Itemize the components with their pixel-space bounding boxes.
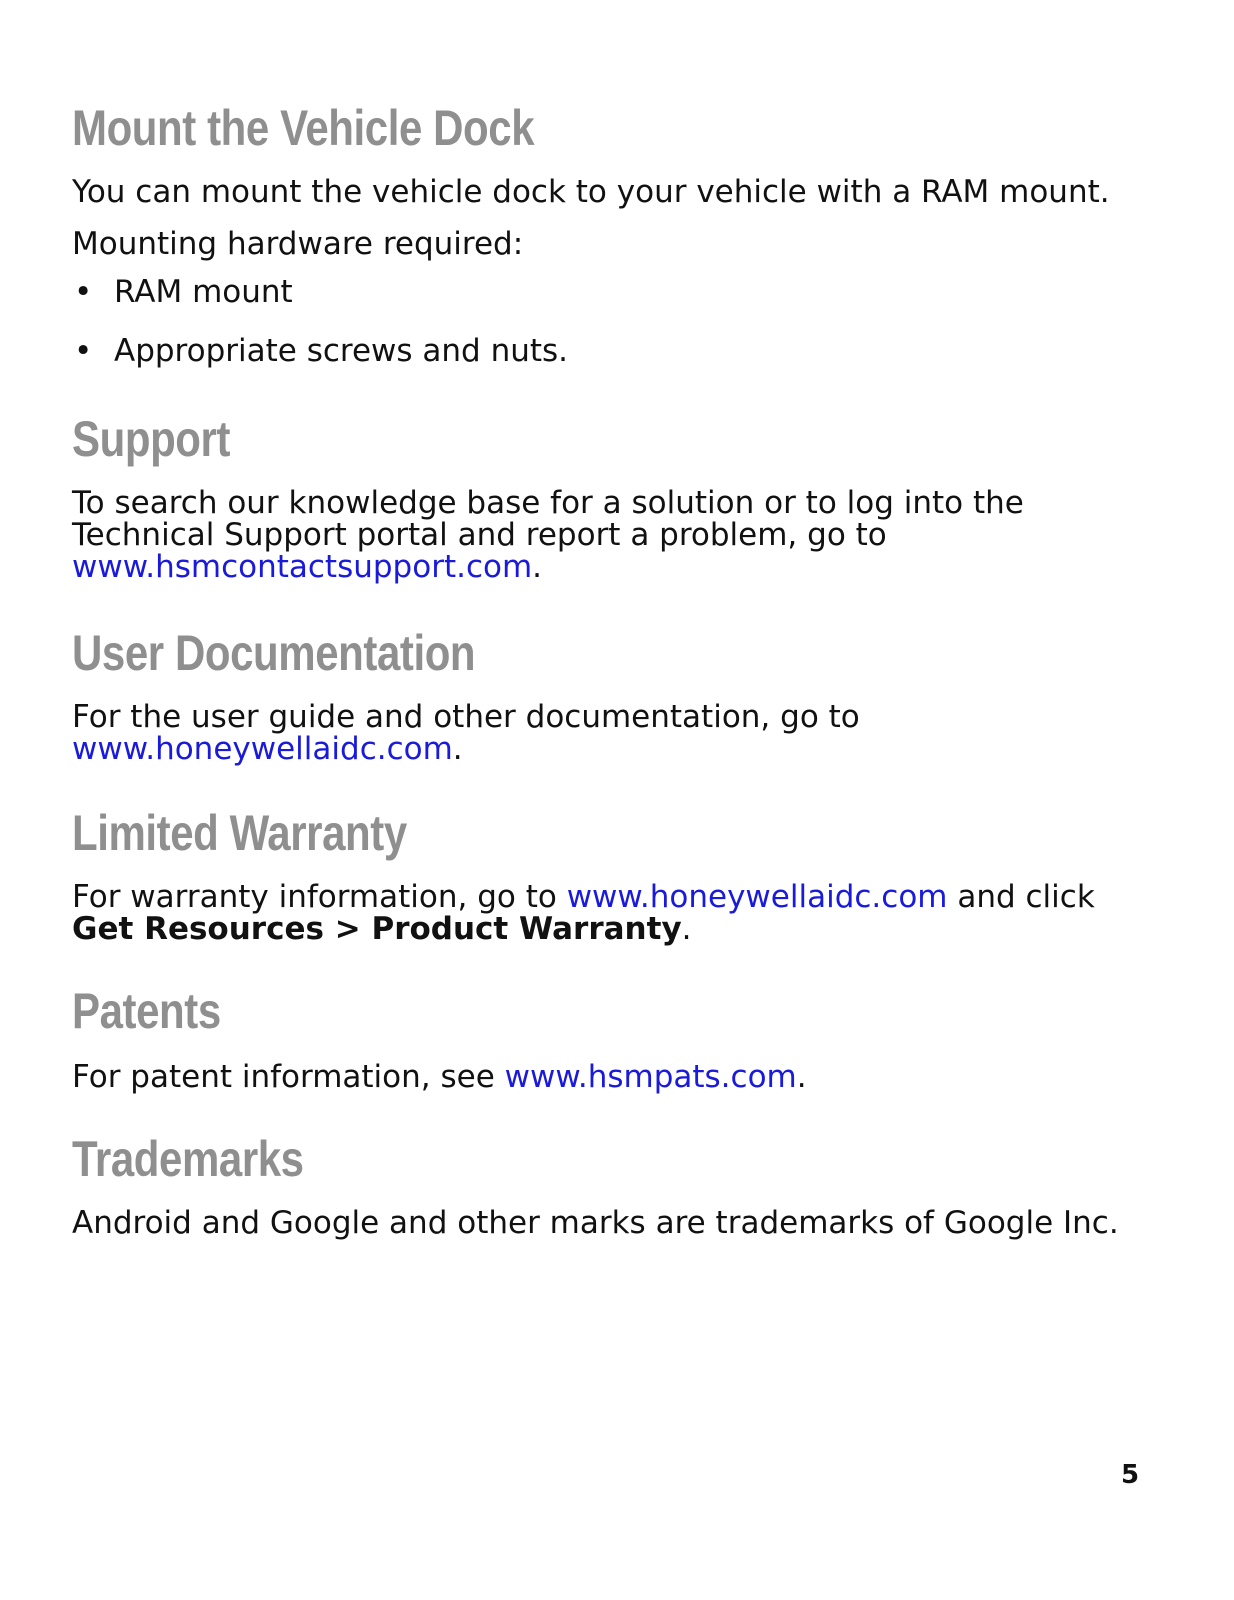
page-number: 5 bbox=[1121, 1460, 1140, 1490]
docs-text bbox=[72, 701, 1152, 765]
warranty-text-end: . bbox=[681, 911, 692, 947]
heading-user-documentation: User Documentation bbox=[72, 625, 476, 681]
document-page bbox=[72, 96, 1152, 1239]
list-item bbox=[72, 335, 1152, 367]
heading-limited-warranty: Limited Warranty bbox=[72, 805, 407, 861]
support-text bbox=[72, 487, 1152, 583]
docs-text-body: For the user guide and other documentation, go to bbox=[72, 699, 860, 735]
warranty-text-after: and click bbox=[947, 879, 1095, 915]
heading-trademarks: Trademarks bbox=[72, 1131, 304, 1187]
bullet-icon: • bbox=[74, 333, 93, 369]
patents-text-body: For patent information, see bbox=[72, 1059, 505, 1095]
section-limited-warranty bbox=[72, 801, 1152, 945]
trademarks-text: Android and Google and other marks are trademarks of Google Inc. bbox=[72, 1205, 1119, 1241]
patents-text bbox=[72, 1061, 1152, 1093]
hardware-list bbox=[72, 276, 1152, 367]
section-user-documentation bbox=[72, 621, 1152, 765]
patents-text-end: . bbox=[796, 1059, 807, 1095]
list-item-text: Appropriate screws and nuts. bbox=[114, 333, 569, 369]
docs-text-end: . bbox=[452, 731, 463, 767]
support-link[interactable]: www.hsmcontactsupport.com bbox=[72, 549, 533, 585]
bullet-icon: • bbox=[74, 274, 93, 310]
section-trademarks bbox=[72, 1127, 1152, 1239]
section-mount-vehicle-dock bbox=[72, 96, 1152, 367]
mount-hardware-label: Mounting hardware required: bbox=[72, 226, 524, 262]
patents-link[interactable]: www.hsmpats.com bbox=[504, 1059, 797, 1095]
warranty-link[interactable]: www.honeywellaidc.com bbox=[566, 879, 948, 915]
section-patents bbox=[72, 979, 1152, 1093]
warranty-text-before: For warranty information, go to bbox=[72, 879, 567, 915]
heading-support: Support bbox=[72, 411, 231, 467]
section-support bbox=[72, 407, 1152, 583]
warranty-menu-path: Get Resources > Product Warranty bbox=[72, 911, 682, 947]
heading-mount-vehicle-dock: Mount the Vehicle Dock bbox=[72, 100, 535, 156]
warranty-text bbox=[72, 881, 1152, 945]
docs-link[interactable]: www.honeywellaidc.com bbox=[72, 731, 453, 767]
list-item-text: RAM mount bbox=[114, 274, 293, 310]
heading-patents: Patents bbox=[72, 983, 221, 1039]
list-item bbox=[72, 276, 1152, 308]
support-text-body: To search our knowledge base for a solution or to log into the Technical Support portal and report a problem, go to bbox=[72, 485, 1024, 553]
mount-intro-text: You can mount the vehicle dock to your vehicle with a RAM mount. bbox=[72, 174, 1110, 210]
support-text-end: . bbox=[532, 549, 543, 585]
